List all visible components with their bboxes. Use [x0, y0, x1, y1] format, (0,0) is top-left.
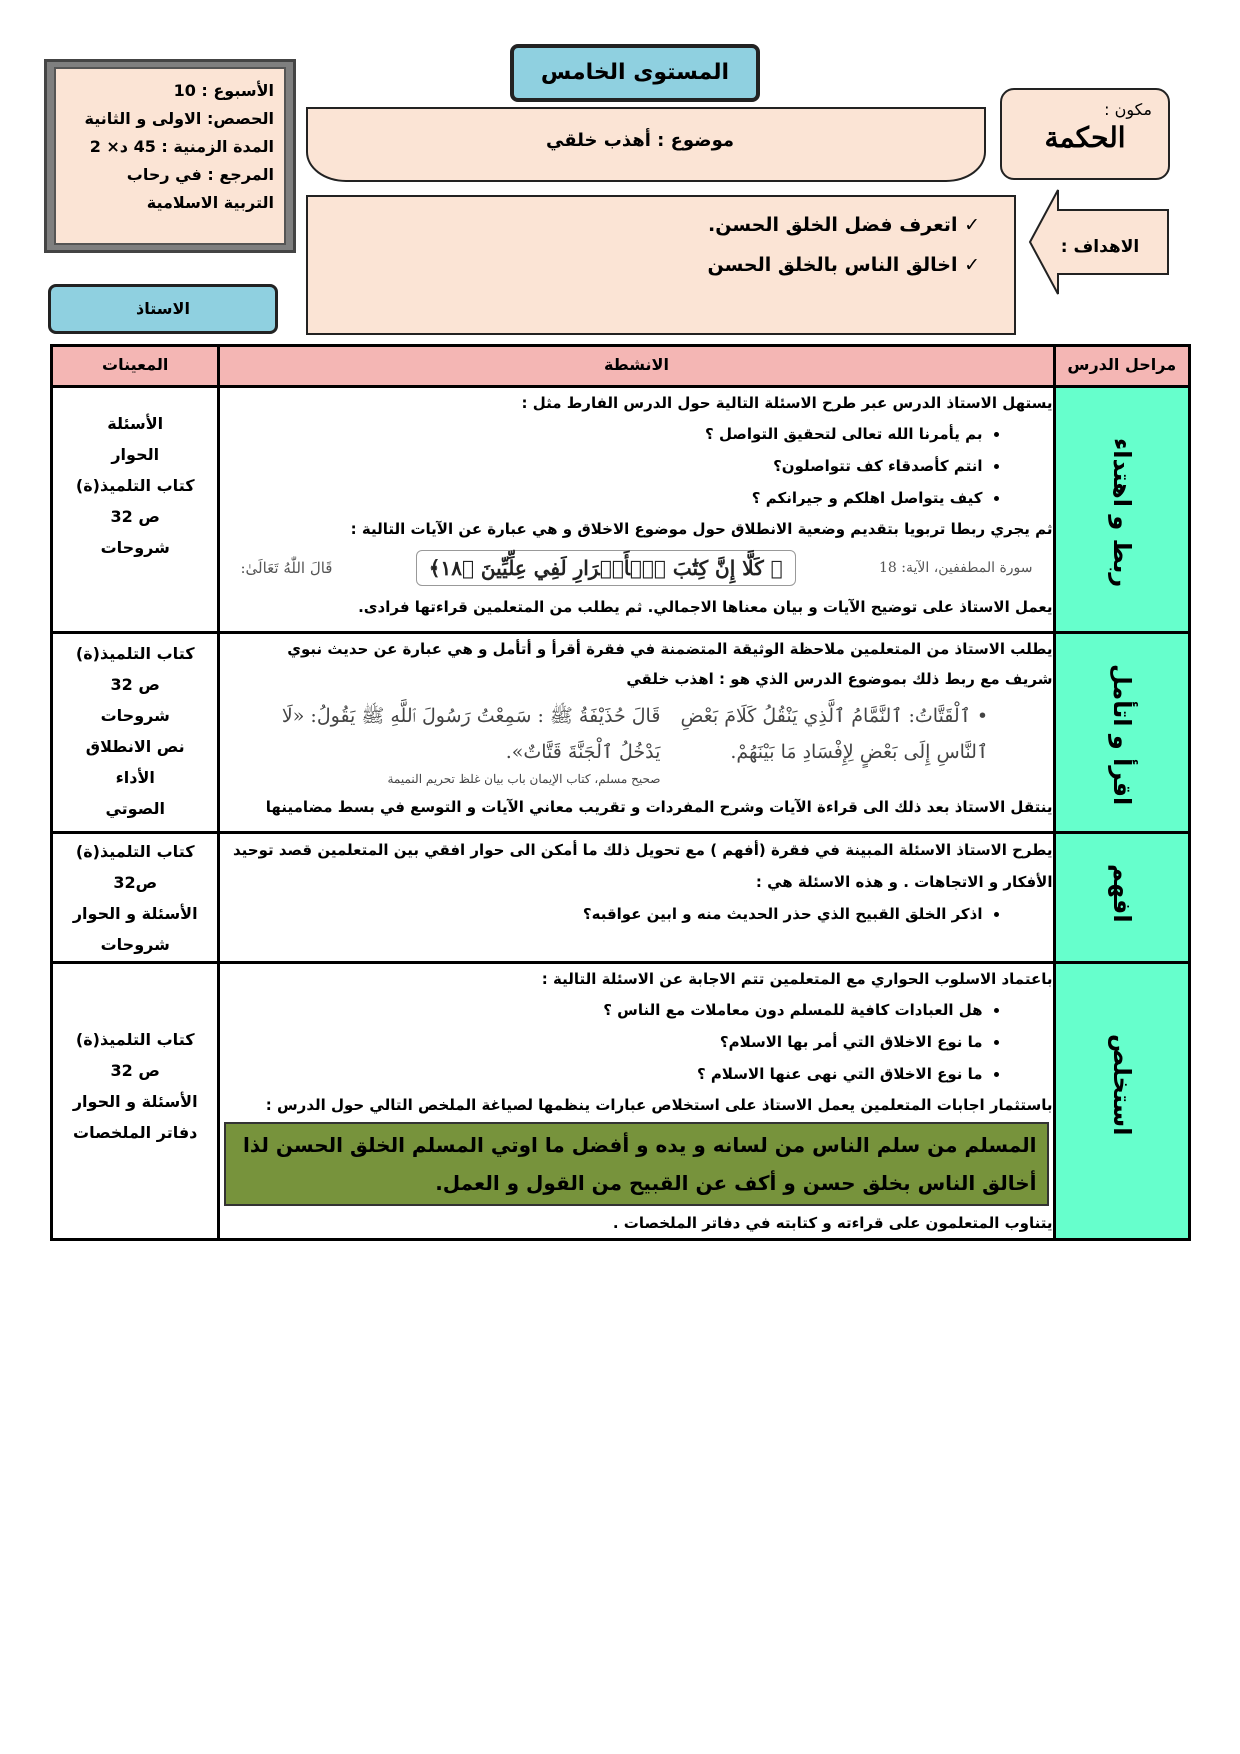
- resource-item: الأسئلة و الحوار: [72, 904, 198, 923]
- summary-line: أخالق الناس بخلق حسن و أكف عن القبيح من القول و العمل.: [435, 1171, 1037, 1195]
- activity-text: ثم يجري ربطا تربويا بتقديم وضعية الانطلاق حول موضوع الاخلاق و هي عبارة عن الآيات التالية :: [350, 520, 1053, 538]
- resource-item: كتاب التلميذ(ة): [75, 1030, 195, 1049]
- info-box: [54, 67, 286, 245]
- activities-cell: [219, 633, 1054, 833]
- activity-text: يعمل الاستاذ على توضيح الآيات و بيان معناها الاجمالي. ثم يطلب من المتعلمين قراءتها فرادى.: [358, 598, 1053, 616]
- resource-item: ص 32: [110, 675, 160, 694]
- summary-box: [224, 1122, 1048, 1206]
- list-item: • هل العبادات كافية للمسلم دون معاملات مع الناس ؟: [220, 994, 982, 1026]
- activity-text: باعتماد الاسلوب الحواري مع المتعلمين تتم الاجابة عن الاسئلة التالية :: [541, 970, 1053, 988]
- component-label: مكون :: [1104, 100, 1152, 119]
- goals-box: [306, 195, 1016, 335]
- reference-info-cont: التربية الاسلامية: [146, 193, 274, 212]
- stage-cell: [1054, 833, 1190, 963]
- stage-label: افهم: [1107, 864, 1136, 923]
- resources-cell: [52, 633, 219, 833]
- topic-title: موضوع : أهذب خلقي: [545, 130, 735, 151]
- stage-label: اقرأ و اتأمل: [1107, 664, 1136, 806]
- header-activities: الانشطة: [219, 346, 1054, 387]
- sessions-info: الحصص: الاولى و الثانية: [84, 109, 274, 128]
- summary-line: المسلم من سلم الناس من لسانه و يده و أفضل ما اوتي المسلم الخلق الحسن لذا: [243, 1133, 1037, 1157]
- activity-text: يستهل الاستاذ الدرس عبر طرح الاسئلة التالية حول الدرس الفارط مثل :: [521, 394, 1053, 412]
- list-item: • ما نوع الاخلاق التي نهى عنها الاسلام ؟: [220, 1058, 982, 1090]
- table-row: [52, 963, 1190, 1240]
- resource-item: ص 32: [110, 507, 160, 526]
- list-item: • كيف يتواصل اهلكم و جيرانكم ؟: [220, 482, 982, 514]
- header-stages: مراحل الدرس: [1054, 346, 1190, 387]
- resource-item: الأسئلة و الحوار: [72, 1092, 198, 1111]
- goal-item: ✓ اخالق الناس بالخلق الحسن: [707, 254, 980, 276]
- table-header-row: [52, 346, 1190, 387]
- resource-item: شروحات: [100, 706, 170, 725]
- week-info: الأسبوع : 10: [173, 81, 274, 100]
- lesson-table: [50, 344, 1191, 1241]
- reference-info: المرجع : في رحاب: [126, 165, 274, 184]
- resource-item: نص الانطلاق: [85, 737, 185, 756]
- resource-item: كتاب التلميذ(ة): [75, 644, 195, 663]
- stage-label: استخلص: [1107, 1034, 1136, 1136]
- question-list: [220, 898, 1052, 930]
- component-value: الحكمة: [1044, 121, 1126, 154]
- resource-item: شروحات: [100, 935, 170, 954]
- resources-cell: [52, 963, 219, 1240]
- hadith-block: [220, 694, 1052, 792]
- resource-item: ص 32: [110, 1061, 160, 1080]
- resource-item: ص32: [113, 873, 158, 892]
- activities-cell: [219, 833, 1054, 963]
- teacher-label: الاستاذ: [48, 284, 278, 334]
- list-item: • اذكر الخلق القبيح الذي حذر الحديث منه و ابين عواقبه؟: [220, 898, 982, 930]
- activity-text: ينتقل الاستاذ بعد ذلك الى قراءة الآيات وشرح المفردات و تقريب معاني الآيات و التوسع في بسط مضامينها: [265, 798, 1053, 816]
- resource-item: الصوتي: [105, 799, 165, 818]
- resource-item: كتاب التلميذ(ة): [75, 476, 195, 495]
- table-row: [52, 387, 1190, 633]
- activities-cell: [219, 387, 1054, 633]
- activity-text: يطلب الاستاذ من المتعلمين ملاحظة الوثيقة المتضمنة في فقرة أقرأ و أتأمل و هي عبارة عن حديث نبوي: [287, 640, 1053, 658]
- list-item: • ما نوع الاخلاق التي أمر بها الاسلام؟: [220, 1026, 982, 1058]
- list-item: • بم يأمرنا الله تعالى لتحقيق التواصل ؟: [220, 418, 982, 450]
- resources-cell: [52, 387, 219, 633]
- hadith-reference: صحيح مسلم، كتاب الإيمان باب بيان غلظ تحريم النميمة: [387, 772, 661, 786]
- resource-item: دفاتر الملخصات: [73, 1123, 198, 1142]
- stage-cell: [1054, 633, 1190, 833]
- table-row: [52, 833, 1190, 963]
- activity-text: شريف مع ربط ذلك بموضوع الدرس الذي هو : اهذب خلقي: [626, 670, 1053, 688]
- level-title: المستوى الخامس: [510, 44, 760, 102]
- quote-intro: قَالَ اللّٰهُ تَعَالَىٰ:: [240, 559, 333, 577]
- activity-text: باستثمار اجابات المتعلمين يعمل الاستاذ على استخلاص عبارات ينظمها لصياغة الملخص التالي حول الدرس :: [265, 1096, 1053, 1114]
- resource-item: كتاب التلميذ(ة): [75, 842, 195, 861]
- resource-item: الأسئلة: [107, 414, 164, 433]
- activity-text: يطرح الاستاذ الاسئلة المبينة في فقرة (أفهم ) مع تحويل ذلك ما أمكن الى حوار افقي بين المتعلمين قصد توحيد الأفكار و الاتجاهات . و هذه الاسئلة هي :: [233, 841, 1053, 891]
- duration-info: المدة الزمنية : 45 د× 2: [89, 137, 274, 156]
- stage-label: ربط و اهتداء: [1107, 438, 1136, 588]
- stage-cell: [1054, 387, 1190, 633]
- verse-quote: [220, 544, 1052, 592]
- verse-reference: سورة المطففين، الآية: 18: [878, 560, 1033, 576]
- component-box: [1000, 88, 1170, 180]
- resource-item: الأداء: [115, 768, 155, 787]
- quran-verse: ﴿ كَلَّا إِنَّ كِتَٰبَ ٱلۡأَبۡرَارِ لَفِي عِلِّيِّينَ ﴿١٨﴾: [416, 550, 796, 586]
- activity-text: يتناوب المتعلمون على قراءته و كتابته في دفاتر الملخصات .: [612, 1214, 1053, 1232]
- hadith-text: قَالَ حُذَيْفَةُ ﷺ : سَمِعْتُ رَسُولَ ٱللَّهِ ﷺ يَقُولُ: «لَا يَدْخُلُ ٱلْجَنَّةَ قَتَّاتٌ». صحيح مسلم، كتاب الإيمان باب بيان غلظ تحريم النميمة: [230, 698, 660, 788]
- resource-item: الحوار: [111, 445, 160, 464]
- goal-item: ✓ اتعرف فضل الخلق الحسن.: [708, 214, 980, 236]
- activities-cell: [219, 963, 1054, 1240]
- goals-label: الاهداف :: [1060, 237, 1140, 257]
- resource-item: شروحات: [100, 538, 170, 557]
- stage-cell: [1054, 963, 1190, 1240]
- resources-cell: [52, 833, 219, 963]
- hadith-gloss: • ٱلْقَتَّاتُ: ٱلنَّمَّامُ ٱلَّذِي يَنْقُلُ كَلَامَ بَعْضِ ٱلنَّاسِ إِلَى بَعْضٍ لِإِفْسَادِ مَا بَيْنَهُمْ.: [680, 705, 989, 763]
- question-list: [220, 994, 1052, 1090]
- table-row: [52, 633, 1190, 833]
- header-resources: المعينات: [52, 346, 219, 387]
- question-list: [220, 418, 1052, 514]
- list-item: • انتم كأصدقاء كف تتواصلون؟: [220, 450, 982, 482]
